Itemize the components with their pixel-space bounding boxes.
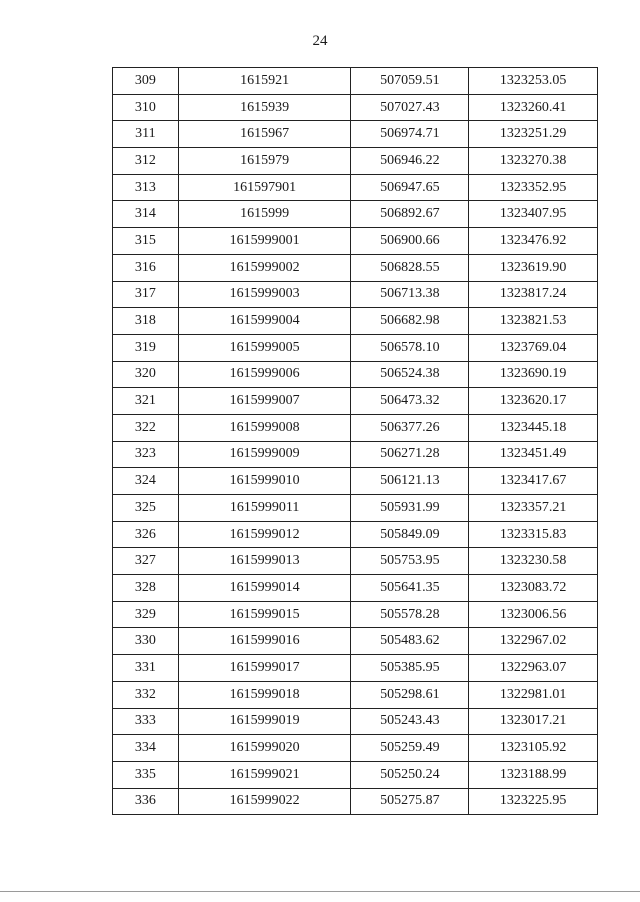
x-coordinate-cell: 505931.99 (351, 495, 469, 522)
y-coordinate-cell: 1323690.19 (469, 361, 598, 388)
x-coordinate-cell: 505250.24 (351, 761, 469, 788)
table-row (113, 735, 598, 762)
x-coordinate-cell: 506524.38 (351, 361, 469, 388)
point-id-cell: 1615999002 (178, 254, 351, 281)
y-coordinate-cell: 1323006.56 (469, 601, 598, 628)
row-index-cell: 326 (113, 521, 179, 548)
table-row (113, 655, 598, 682)
table-body (113, 68, 598, 815)
y-coordinate-cell: 1323417.67 (469, 468, 598, 495)
row-index-cell: 310 (113, 94, 179, 121)
point-id-cell: 1615999009 (178, 441, 351, 468)
table-row (113, 281, 598, 308)
point-id-cell: 1615999017 (178, 655, 351, 682)
point-id-cell: 1615921 (178, 68, 351, 95)
y-coordinate-cell: 1323407.95 (469, 201, 598, 228)
row-index-cell: 332 (113, 681, 179, 708)
point-id-cell: 1615999010 (178, 468, 351, 495)
point-id-cell: 1615999013 (178, 548, 351, 575)
x-coordinate-cell: 505259.49 (351, 735, 469, 762)
x-coordinate-cell: 506377.26 (351, 414, 469, 441)
x-coordinate-cell: 506713.38 (351, 281, 469, 308)
point-id-cell: 1615999018 (178, 681, 351, 708)
row-index-cell: 331 (113, 655, 179, 682)
x-coordinate-cell: 506473.32 (351, 388, 469, 415)
point-id-cell: 161597901 (178, 174, 351, 201)
y-coordinate-cell: 1323260.41 (469, 94, 598, 121)
row-index-cell: 311 (113, 121, 179, 148)
row-index-cell: 325 (113, 495, 179, 522)
table-row (113, 495, 598, 522)
row-index-cell: 316 (113, 254, 179, 281)
y-coordinate-cell: 1323769.04 (469, 334, 598, 361)
point-id-cell: 1615999003 (178, 281, 351, 308)
x-coordinate-cell: 505753.95 (351, 548, 469, 575)
table-row (113, 441, 598, 468)
x-coordinate-cell: 505483.62 (351, 628, 469, 655)
y-coordinate-cell: 1323821.53 (469, 308, 598, 335)
x-coordinate-cell: 507027.43 (351, 94, 469, 121)
x-coordinate-cell: 506828.55 (351, 254, 469, 281)
table-row (113, 68, 598, 95)
point-id-cell: 1615999021 (178, 761, 351, 788)
table-row (113, 788, 598, 815)
x-coordinate-cell: 506682.98 (351, 308, 469, 335)
point-id-cell: 1615999016 (178, 628, 351, 655)
point-id-cell: 1615967 (178, 121, 351, 148)
row-index-cell: 327 (113, 548, 179, 575)
row-index-cell: 334 (113, 735, 179, 762)
x-coordinate-cell: 505298.61 (351, 681, 469, 708)
x-coordinate-cell: 505578.28 (351, 601, 469, 628)
point-id-cell: 1615939 (178, 94, 351, 121)
table-row (113, 148, 598, 175)
table-row (113, 94, 598, 121)
row-index-cell: 315 (113, 228, 179, 255)
table-row (113, 388, 598, 415)
row-index-cell: 313 (113, 174, 179, 201)
table-row (113, 521, 598, 548)
x-coordinate-cell: 505243.43 (351, 708, 469, 735)
row-index-cell: 323 (113, 441, 179, 468)
point-id-cell: 1615999006 (178, 361, 351, 388)
x-coordinate-cell: 506947.65 (351, 174, 469, 201)
row-index-cell: 319 (113, 334, 179, 361)
point-id-cell: 1615999007 (178, 388, 351, 415)
point-id-cell: 1615999008 (178, 414, 351, 441)
table-row (113, 708, 598, 735)
x-coordinate-cell: 507059.51 (351, 68, 469, 95)
row-index-cell: 318 (113, 308, 179, 335)
row-index-cell: 322 (113, 414, 179, 441)
y-coordinate-cell: 1323352.95 (469, 174, 598, 201)
x-coordinate-cell: 506121.13 (351, 468, 469, 495)
point-id-cell: 1615999004 (178, 308, 351, 335)
row-index-cell: 320 (113, 361, 179, 388)
y-coordinate-cell: 1323083.72 (469, 575, 598, 602)
y-coordinate-cell: 1323253.05 (469, 68, 598, 95)
y-coordinate-cell: 1323270.38 (469, 148, 598, 175)
y-coordinate-cell: 1323619.90 (469, 254, 598, 281)
page-number: 24 (312, 33, 328, 49)
row-index-cell: 328 (113, 575, 179, 602)
row-index-cell: 330 (113, 628, 179, 655)
y-coordinate-cell: 1323230.58 (469, 548, 598, 575)
x-coordinate-cell: 506892.67 (351, 201, 469, 228)
row-index-cell: 333 (113, 708, 179, 735)
row-index-cell: 309 (113, 68, 179, 95)
table-row (113, 468, 598, 495)
point-id-cell: 1615999001 (178, 228, 351, 255)
table-row (113, 201, 598, 228)
table-row (113, 575, 598, 602)
table-row (113, 254, 598, 281)
row-index-cell: 321 (113, 388, 179, 415)
row-index-cell: 324 (113, 468, 179, 495)
x-coordinate-cell: 506578.10 (351, 334, 469, 361)
y-coordinate-cell: 1323817.24 (469, 281, 598, 308)
y-coordinate-cell: 1322967.02 (469, 628, 598, 655)
coordinates-table (112, 67, 598, 815)
point-id-cell: 1615999020 (178, 735, 351, 762)
table-row (113, 681, 598, 708)
y-coordinate-cell: 1323188.99 (469, 761, 598, 788)
y-coordinate-cell: 1323445.18 (469, 414, 598, 441)
x-coordinate-cell: 505849.09 (351, 521, 469, 548)
y-coordinate-cell: 1323251.29 (469, 121, 598, 148)
table-row (113, 548, 598, 575)
x-coordinate-cell: 505385.95 (351, 655, 469, 682)
y-coordinate-cell: 1322981.01 (469, 681, 598, 708)
row-index-cell: 335 (113, 761, 179, 788)
table-row (113, 761, 598, 788)
point-id-cell: 1615999019 (178, 708, 351, 735)
y-coordinate-cell: 1323357.21 (469, 495, 598, 522)
table-row (113, 601, 598, 628)
bottom-divider (0, 891, 640, 892)
y-coordinate-cell: 1323315.83 (469, 521, 598, 548)
table-row (113, 414, 598, 441)
point-id-cell: 1615999014 (178, 575, 351, 602)
row-index-cell: 317 (113, 281, 179, 308)
point-id-cell: 1615999011 (178, 495, 351, 522)
x-coordinate-cell: 506974.71 (351, 121, 469, 148)
table-row (113, 334, 598, 361)
x-coordinate-cell: 505275.87 (351, 788, 469, 815)
y-coordinate-cell: 1323225.95 (469, 788, 598, 815)
point-id-cell: 1615999 (178, 201, 351, 228)
y-coordinate-cell: 1323451.49 (469, 441, 598, 468)
point-id-cell: 1615999022 (178, 788, 351, 815)
point-id-cell: 1615979 (178, 148, 351, 175)
table-row (113, 308, 598, 335)
x-coordinate-cell: 505641.35 (351, 575, 469, 602)
y-coordinate-cell: 1323620.17 (469, 388, 598, 415)
row-index-cell: 336 (113, 788, 179, 815)
y-coordinate-cell: 1323105.92 (469, 735, 598, 762)
y-coordinate-cell: 1322963.07 (469, 655, 598, 682)
x-coordinate-cell: 506271.28 (351, 441, 469, 468)
point-id-cell: 1615999005 (178, 334, 351, 361)
row-index-cell: 329 (113, 601, 179, 628)
table-row (113, 228, 598, 255)
point-id-cell: 1615999015 (178, 601, 351, 628)
point-id-cell: 1615999012 (178, 521, 351, 548)
table-row (113, 628, 598, 655)
row-index-cell: 312 (113, 148, 179, 175)
y-coordinate-cell: 1323017.21 (469, 708, 598, 735)
table-row (113, 174, 598, 201)
x-coordinate-cell: 506946.22 (351, 148, 469, 175)
y-coordinate-cell: 1323476.92 (469, 228, 598, 255)
table-row (113, 361, 598, 388)
row-index-cell: 314 (113, 201, 179, 228)
table-row (113, 121, 598, 148)
x-coordinate-cell: 506900.66 (351, 228, 469, 255)
